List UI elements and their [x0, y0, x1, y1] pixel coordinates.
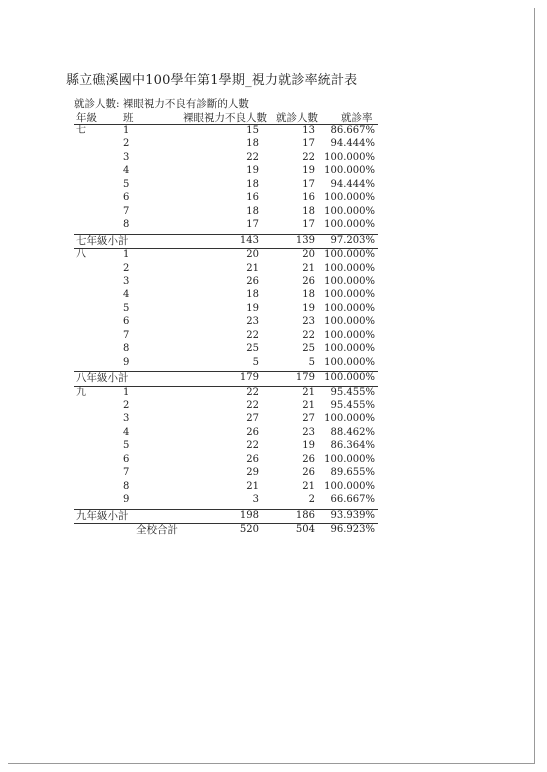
- poor-vision-cell: 18: [246, 138, 259, 150]
- subtotal-poor: 179: [239, 372, 259, 384]
- poor-vision-cell: 22: [246, 151, 259, 163]
- grade-label: 七: [76, 125, 86, 136]
- poor-vision-cell: 26: [246, 275, 259, 287]
- rate-cell: 95.455%: [330, 386, 375, 398]
- class-cell: 5: [123, 440, 130, 452]
- rate-cell: 86.667%: [330, 125, 375, 136]
- class-cell: 1: [123, 125, 130, 136]
- visited-cell: 21: [302, 386, 315, 398]
- visited-cell: 23: [302, 426, 315, 438]
- visited-cell: 22: [302, 329, 315, 341]
- class-cell: 8: [123, 480, 130, 492]
- poor-vision-cell: 19: [246, 165, 259, 177]
- class-cell: 4: [123, 165, 130, 177]
- document-subtitle: 就診人數: 裸眼視力不良有診斷的人數: [74, 98, 249, 110]
- rate-cell: 100.000%: [324, 356, 375, 368]
- subtotal-visited: 139: [295, 234, 315, 246]
- poor-vision-cell: 19: [246, 302, 259, 314]
- poor-vision-cell: 22: [246, 329, 259, 341]
- poor-vision-cell: 18: [246, 205, 259, 217]
- document-title: 縣立礁溪國中100學年第1學期_視力就診率統計表: [66, 73, 358, 88]
- poor-vision-cell: 20: [246, 249, 259, 261]
- class-cell: 5: [123, 178, 130, 190]
- visited-cell: 20: [302, 249, 315, 261]
- poor-vision-cell: 22: [246, 440, 259, 452]
- rate-cell: 88.462%: [330, 426, 375, 438]
- subtotal-poor: 143: [239, 234, 259, 246]
- rate-cell: 94.444%: [330, 138, 375, 150]
- class-cell: 1: [123, 386, 130, 398]
- visited-cell: 18: [302, 289, 315, 301]
- subtotal-visited: 186: [295, 509, 315, 521]
- poor-vision-cell: 25: [246, 343, 259, 355]
- subtotal-rate: 97.203%: [330, 234, 375, 246]
- rate-cell: 100.000%: [324, 343, 375, 355]
- visited-cell: 21: [302, 480, 315, 492]
- poor-vision-cell: 22: [246, 400, 259, 411]
- class-cell: 3: [123, 413, 130, 425]
- class-cell: 9: [123, 356, 130, 368]
- rate-cell: 100.000%: [324, 275, 375, 287]
- rate-cell: 100.000%: [324, 165, 375, 177]
- class-cell: 3: [123, 275, 130, 287]
- visited-cell: 21: [302, 262, 315, 274]
- visited-cell: 19: [302, 302, 315, 314]
- poor-vision-cell: 18: [246, 178, 259, 190]
- visited-cell: 23: [302, 316, 315, 328]
- subtotal-label: 七年級小計: [76, 234, 129, 247]
- grade-label: 九: [76, 386, 86, 398]
- class-cell: 6: [123, 192, 130, 204]
- visited-cell: 19: [302, 440, 315, 452]
- header-class: 班: [123, 112, 134, 124]
- rate-cell: 95.455%: [330, 400, 375, 411]
- class-cell: 7: [123, 329, 130, 341]
- header-visited: 就診人數: [276, 112, 318, 124]
- class-cell: 8: [123, 219, 130, 231]
- visited-cell: 25: [302, 343, 315, 355]
- subtotal-label: 八年級小計: [76, 372, 129, 385]
- header-grade: 年級: [76, 112, 97, 124]
- poor-vision-cell: 27: [246, 413, 259, 425]
- poor-vision-cell: 26: [246, 426, 259, 438]
- rate-cell: 100.000%: [324, 329, 375, 341]
- rate-cell: 100.000%: [324, 316, 375, 328]
- class-cell: 4: [123, 426, 130, 438]
- poor-vision-cell: 29: [246, 467, 259, 479]
- rate-cell: 100.000%: [324, 205, 375, 217]
- poor-vision-cell: 18: [246, 289, 259, 301]
- visited-cell: 17: [302, 178, 315, 190]
- poor-vision-cell: 21: [246, 480, 259, 492]
- subtotal-poor: 198: [239, 509, 259, 521]
- class-cell: 3: [123, 151, 130, 163]
- total-label: 全校合計: [136, 524, 178, 537]
- class-cell: 5: [123, 302, 130, 314]
- total-rate: 96.923%: [330, 524, 375, 536]
- rate-cell: 100.000%: [324, 413, 375, 425]
- visited-cell: 16: [302, 192, 315, 204]
- visited-cell: 26: [302, 453, 315, 465]
- class-cell: 9: [123, 494, 130, 506]
- rate-cell: 86.364%: [330, 440, 375, 452]
- class-cell: 6: [123, 453, 130, 465]
- visited-cell: 26: [302, 275, 315, 287]
- poor-vision-cell: 22: [246, 386, 259, 398]
- rate-cell: 100.000%: [324, 262, 375, 274]
- visited-cell: 27: [302, 413, 315, 425]
- class-cell: 7: [123, 205, 130, 217]
- header-rate: 就診率: [341, 112, 373, 124]
- class-cell: 1: [123, 249, 130, 261]
- rate-cell: 66.667%: [330, 494, 375, 506]
- class-cell: 2: [123, 400, 130, 411]
- subtotal-visited: 179: [295, 372, 315, 384]
- visited-cell: 19: [302, 165, 315, 177]
- visited-cell: 18: [302, 205, 315, 217]
- class-cell: 4: [123, 289, 130, 301]
- poor-vision-cell: 23: [246, 316, 259, 328]
- rate-cell: 94.444%: [330, 178, 375, 190]
- subtotal-rate: 93.939%: [330, 509, 375, 521]
- grade-label: 八: [76, 249, 86, 261]
- class-cell: 2: [123, 262, 130, 274]
- class-cell: 6: [123, 316, 130, 328]
- total-poor: 520: [239, 524, 259, 536]
- poor-vision-cell: 26: [246, 453, 259, 465]
- visited-cell: 17: [302, 138, 315, 150]
- visited-cell: 22: [302, 151, 315, 163]
- rate-cell: 100.000%: [324, 453, 375, 465]
- rate-cell: 100.000%: [324, 480, 375, 492]
- class-cell: 2: [123, 138, 130, 150]
- header-poor-vision: 裸眼視力不良人數: [183, 112, 267, 124]
- visited-cell: 2: [308, 494, 315, 506]
- subtotal-rate: 100.000%: [324, 372, 375, 384]
- visited-cell: 5: [308, 356, 315, 368]
- total-visited: 504: [295, 524, 315, 536]
- class-cell: 7: [123, 467, 130, 479]
- visited-cell: 13: [302, 125, 315, 136]
- rate-cell: 100.000%: [324, 151, 375, 163]
- rate-cell: 100.000%: [324, 219, 375, 231]
- poor-vision-cell: 16: [246, 192, 259, 204]
- rate-cell: 100.000%: [324, 192, 375, 204]
- poor-vision-cell: 3: [252, 494, 259, 506]
- rate-cell: 100.000%: [324, 289, 375, 301]
- rate-cell: 100.000%: [324, 249, 375, 261]
- rate-cell: 89.655%: [330, 467, 375, 479]
- poor-vision-cell: 5: [252, 356, 259, 368]
- class-cell: 8: [123, 343, 130, 355]
- visited-cell: 21: [302, 400, 315, 411]
- visited-cell: 17: [302, 219, 315, 231]
- rate-cell: 100.000%: [324, 302, 375, 314]
- poor-vision-cell: 17: [246, 219, 259, 231]
- subtotal-label: 九年級小計: [76, 509, 129, 522]
- poor-vision-cell: 15: [246, 125, 259, 136]
- poor-vision-cell: 21: [246, 262, 259, 274]
- visited-cell: 26: [302, 467, 315, 479]
